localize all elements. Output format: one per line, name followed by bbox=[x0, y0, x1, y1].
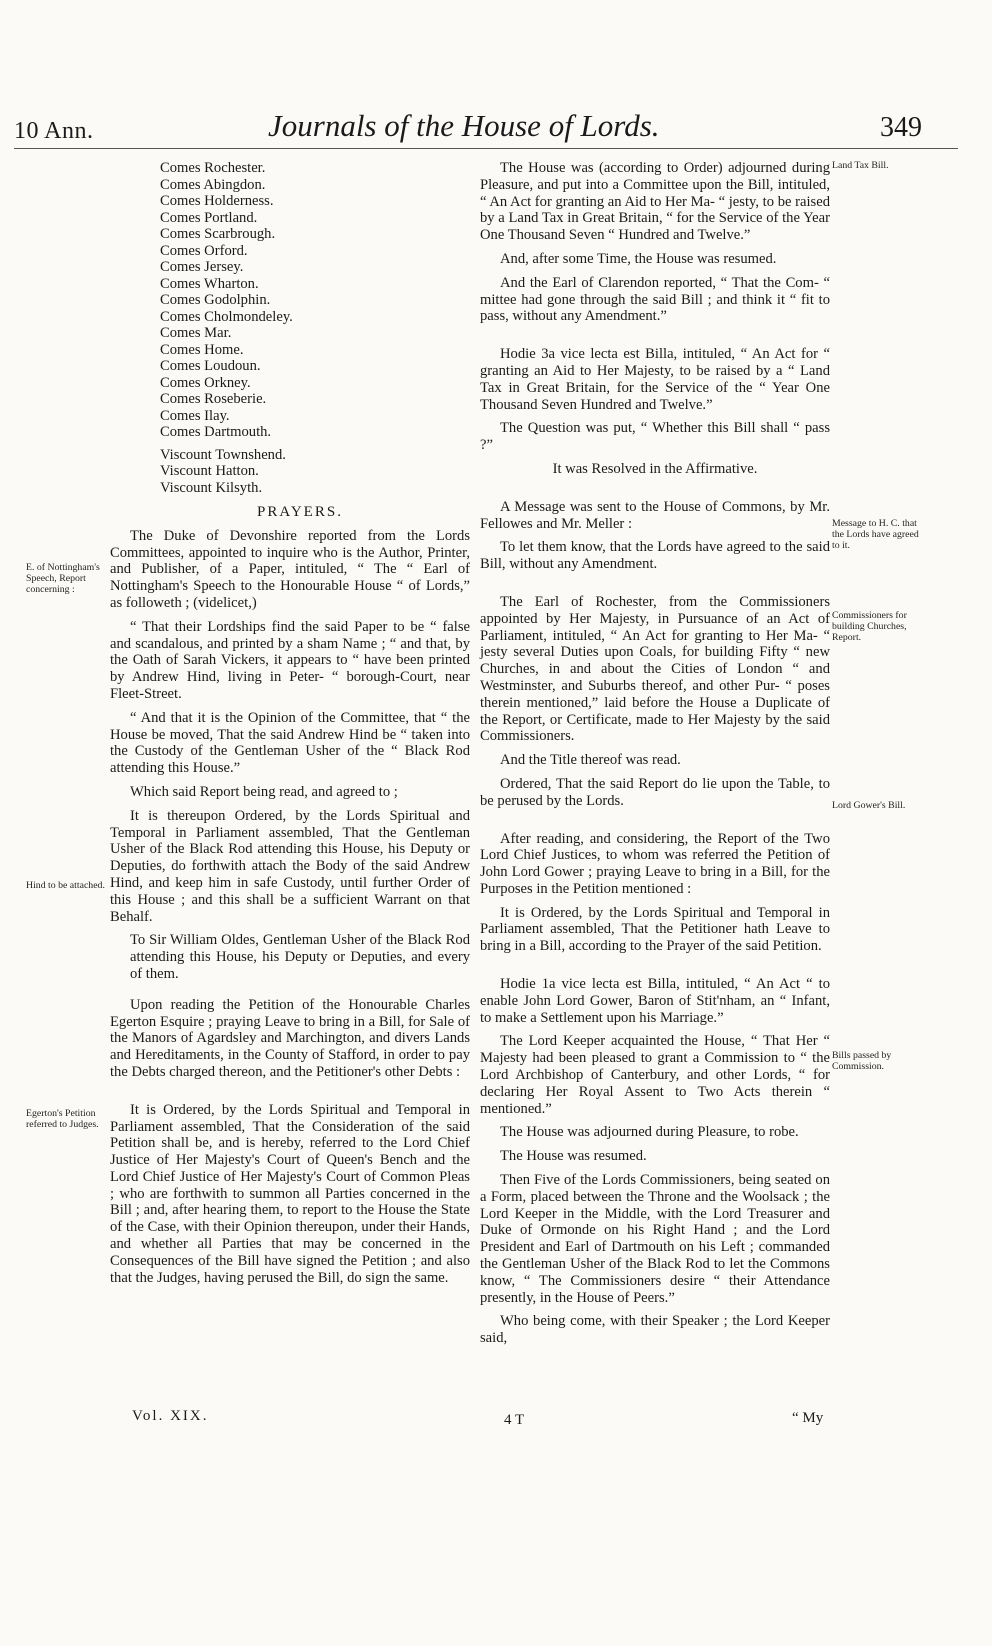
peer-name: Comes Loudoun. bbox=[160, 358, 261, 374]
prayers-heading: PRAYERS. bbox=[257, 504, 343, 520]
adjourned-line: The House was adjourned during Pleasure, to robe. bbox=[500, 1124, 799, 1141]
commissioners-seated-paragraph: Then Five of the Lords Commissioners, being seated on a Form, placed between the Throne and the Woolsack ; the Lord Keeper in the Middle, with the Lord Treasurer and Duke of Ormonde on his Right Hand ; and the Lord President and Earl of Dartmouth on his Left ; commanded the Gentleman Usher of the Black Rod to let the Commons know, “ The Commissioners desire “ their Attendance presently, in the House of Peers.” bbox=[480, 1172, 830, 1306]
viscount-name: Viscount Townshend. bbox=[160, 446, 286, 463]
title-read-line: And the Title thereof was read. bbox=[500, 752, 681, 769]
margin-note-message: Message to H. C. that the Lords have agreed to it. bbox=[832, 518, 919, 551]
peer-name: Comes Ilay. bbox=[160, 407, 230, 424]
third-reading: Hodie 3a vice lecta est Billa, intituled, “ An Act for “ granting an Aid to Her Majesty, to be raised by a “ Land Tax in Great Britain, for the Service of the “ Year One Thousand Seven Hundred and Twelve.” bbox=[480, 346, 830, 413]
volume-label: Vol. XIX. bbox=[132, 1408, 209, 1424]
report-paragraph: And the Earl of Clarendon reported, “ That the Com- “ mittee had gone through the said Bill ; and think it “ fit to pass, without any Amendment.” bbox=[480, 274, 830, 325]
commissioners-paragraph: The Earl of Rochester, from the Commissioners appointed by Her Majesty, in Pursuance of an Act of Parliament, intituled, “ An Act for granting to Her Ma- “ jesty several Duties upon Coals, for building Fifty “ new Churches, in and about the Cities of London “ and Westminster, and Suburbs thereof, and other Pur- “ poses therein mentioned,” laid before the House a Duplicate of the Report, or Certificate, made to Her Majesty by the said Commissioners. bbox=[480, 593, 830, 745]
resumed-line: And, after some Time, the House was resumed. bbox=[500, 250, 777, 267]
first-reading: Hodie 1a vice lecta est Billa, intituled, “ An Act “ to enable John Lord Gower, Baron of Stit'nham, an “ Infant, to make a Settlement upon his Marriage.” bbox=[480, 976, 830, 1026]
margin-note-nottingham: E. of Nottingham's Speech, Report concerning : bbox=[26, 562, 100, 595]
gower-report-paragraph: After reading, and considering, the Report of the Two Lord Chief Justices, to whom was referred the Petition of John Lord Gower ; praying Leave to bring in a Bill, for the Purposes in the Petition mentioned : bbox=[480, 830, 830, 897]
order-paragraph: It is thereupon Ordered, by the Lords Spiritual and Temporal in Parliament assembled, That the Gentleman Usher of the Black Rod attending this House, his Deputy or Deputies, do forthwith attach the Body of the said Andrew Hind, and keep him in safe Custody, until further Order of this House ; and this shall be a sufficient Warrant on that Behalf. bbox=[110, 807, 470, 925]
report-quote: “ And that it is the Opinion of the Committee, that “ the House be moved, That the said Andrew Hind be “ taken into the Custody of the Gentleman Usher of the “ Black Rod attending this House.” bbox=[110, 709, 470, 777]
warrant-addressee: To Sir William Oldes, Gentleman Usher of the Black Rod attending this House, his Deputy or Deputies, and every of them. bbox=[130, 932, 470, 982]
report-paragraph: The Duke of Devonshire reported from the Lords Committees, appointed to inquire who is the Author, Printer, and Publisher, of a Paper, intituled, “ The “ Earl of Nottingham's Speech to the Honourable House “ of Lords,” as followeth ; (videlicet,) bbox=[110, 527, 470, 611]
peer-name: Comes Home. bbox=[160, 341, 244, 358]
margin-note-commissioners: Commissioners for building Churches, Report. bbox=[832, 610, 907, 643]
report-agreed: Which said Report being read, and agreed to ; bbox=[130, 783, 398, 800]
page-number: 349 bbox=[880, 112, 922, 143]
running-title: Journals of the House of Lords. bbox=[268, 108, 660, 143]
margin-note-egerton: Egerton's Petition referred to Judges. bbox=[26, 1108, 99, 1130]
margin-note-hind: Hind to be attached. bbox=[26, 880, 105, 891]
peer-name: Comes Orford. bbox=[160, 242, 248, 259]
margin-note-bills-passed: Bills passed by Commission. bbox=[832, 1050, 892, 1072]
peer-name: Comes Portland. bbox=[160, 209, 258, 226]
committee-paragraph: The House was (according to Order) adjourned during Pleasure, and put into a Committee upon the Bill, intituled, “ An Act for granting an Aid to Her Ma- “ jesty, to be raised by a Land Tax in Great Britain, “ for the Service of the Year One Thousand Seven “ Hundred and Twelve.” bbox=[480, 160, 830, 244]
peer-name: Comes Mar. bbox=[160, 325, 232, 341]
petition-paragraph: Upon reading the Petition of the Honourable Charles Egerton Esquire ; praying Leave to bring in a Bill, for Sale of the Manors of Agardsley and Marchington, and divers Lands and Hereditaments, in the County of Stafford, in order to pay the Debts charged thereon, and the Petitioner's other Debts : bbox=[110, 996, 470, 1080]
order-paragraph: Ordered, That the said Report do lie upon the Table, to be perused by the Lords. bbox=[480, 775, 830, 809]
header-rule bbox=[14, 148, 958, 149]
resolved-line: It was Resolved in the Affirmative. bbox=[552, 460, 758, 477]
margin-note-land-tax: Land Tax Bill. bbox=[832, 160, 889, 171]
peer-name: Comes Holderness. bbox=[160, 193, 274, 209]
peer-name: Comes Abingdon. bbox=[160, 176, 266, 193]
catchword: “ My bbox=[792, 1410, 824, 1426]
viscount-name: Viscount Kilsyth. bbox=[160, 479, 263, 496]
peer-name: Comes Dartmouth. bbox=[160, 424, 272, 440]
peers-list bbox=[110, 160, 470, 496]
peer-name: Comes Rochester. bbox=[160, 160, 266, 176]
right-column bbox=[480, 160, 830, 1354]
order-paragraph: It is Ordered, by the Lords Spiritual and Temporal in Parliament assembled, That the Consideration of the said Petition shall be, and is hereby, referred to the Lord Chief Justice of Her Majesty's Court of Queen's Bench and the Lord Chief Justice of Her Majesty's Court of Common Pleas ; who are forthwith to summon all Parties concerned in the Bill ; and, after hearing them, to report to the House the State of the Case, with their Opinion thereupon, under their Hands, and whether all Parties that may be concerned in the Consequences of the Bill have signed the Petition ; and also that the Judges, having perused the Bill, do sign the same. bbox=[110, 1101, 470, 1286]
resumed-line: The House was resumed. bbox=[500, 1148, 647, 1165]
question-line: The Question was put, “ Whether this Bill shall “ pass ?” bbox=[480, 420, 830, 454]
viscount-name: Viscount Hatton. bbox=[160, 463, 259, 479]
signature-mark: 4 T bbox=[504, 1412, 525, 1428]
peer-name: Comes Scarbrough. bbox=[160, 226, 276, 242]
lord-keeper-line: Who being come, with their Speaker ; the Lord Keeper said, bbox=[480, 1313, 830, 1347]
message-text: To let them know, that the Lords have agreed to the said Bill, without any Amendment. bbox=[480, 539, 830, 573]
order-paragraph: It is Ordered, by the Lords Spiritual and Temporal in Parliament assembled, That the Petitioner hath Leave to bring in a Bill, according to the Prayer of the said Petition. bbox=[480, 904, 830, 955]
peer-name: Comes Cholmondeley. bbox=[160, 308, 293, 325]
left-column bbox=[110, 160, 470, 1293]
regnal-year: 10 Ann. bbox=[14, 118, 94, 144]
peer-name: Comes Roseberie. bbox=[160, 391, 267, 407]
margin-note-gower: Lord Gower's Bill. bbox=[832, 800, 906, 811]
peer-name: Comes Orkney. bbox=[160, 374, 251, 391]
message-paragraph: A Message was sent to the House of Commons, by Mr. Fellowes and Mr. Meller : bbox=[480, 498, 830, 532]
report-quote: “ That their Lordships find the said Paper to be “ false and scandalous, and printed by a sham Name ; “ and that, by the Oath of Sarah Vickers, it appears to “ have been printed by Andrew Hind, living in Peter- “ borough-Court, near Fleet-Street. bbox=[110, 618, 470, 702]
peer-name: Comes Jersey. bbox=[160, 259, 244, 275]
peer-name: Comes Godolphin. bbox=[160, 292, 271, 308]
peer-name: Comes Wharton. bbox=[160, 275, 259, 292]
commission-paragraph: The Lord Keeper acquainted the House, “ That Her “ Majesty had been pleased to grant a Commission to “ the Lord Archbishop of Canterbury, and other Lords, “ for declaring Her Royal Assent to Two Acts therein “ mentioned.” bbox=[480, 1033, 830, 1117]
